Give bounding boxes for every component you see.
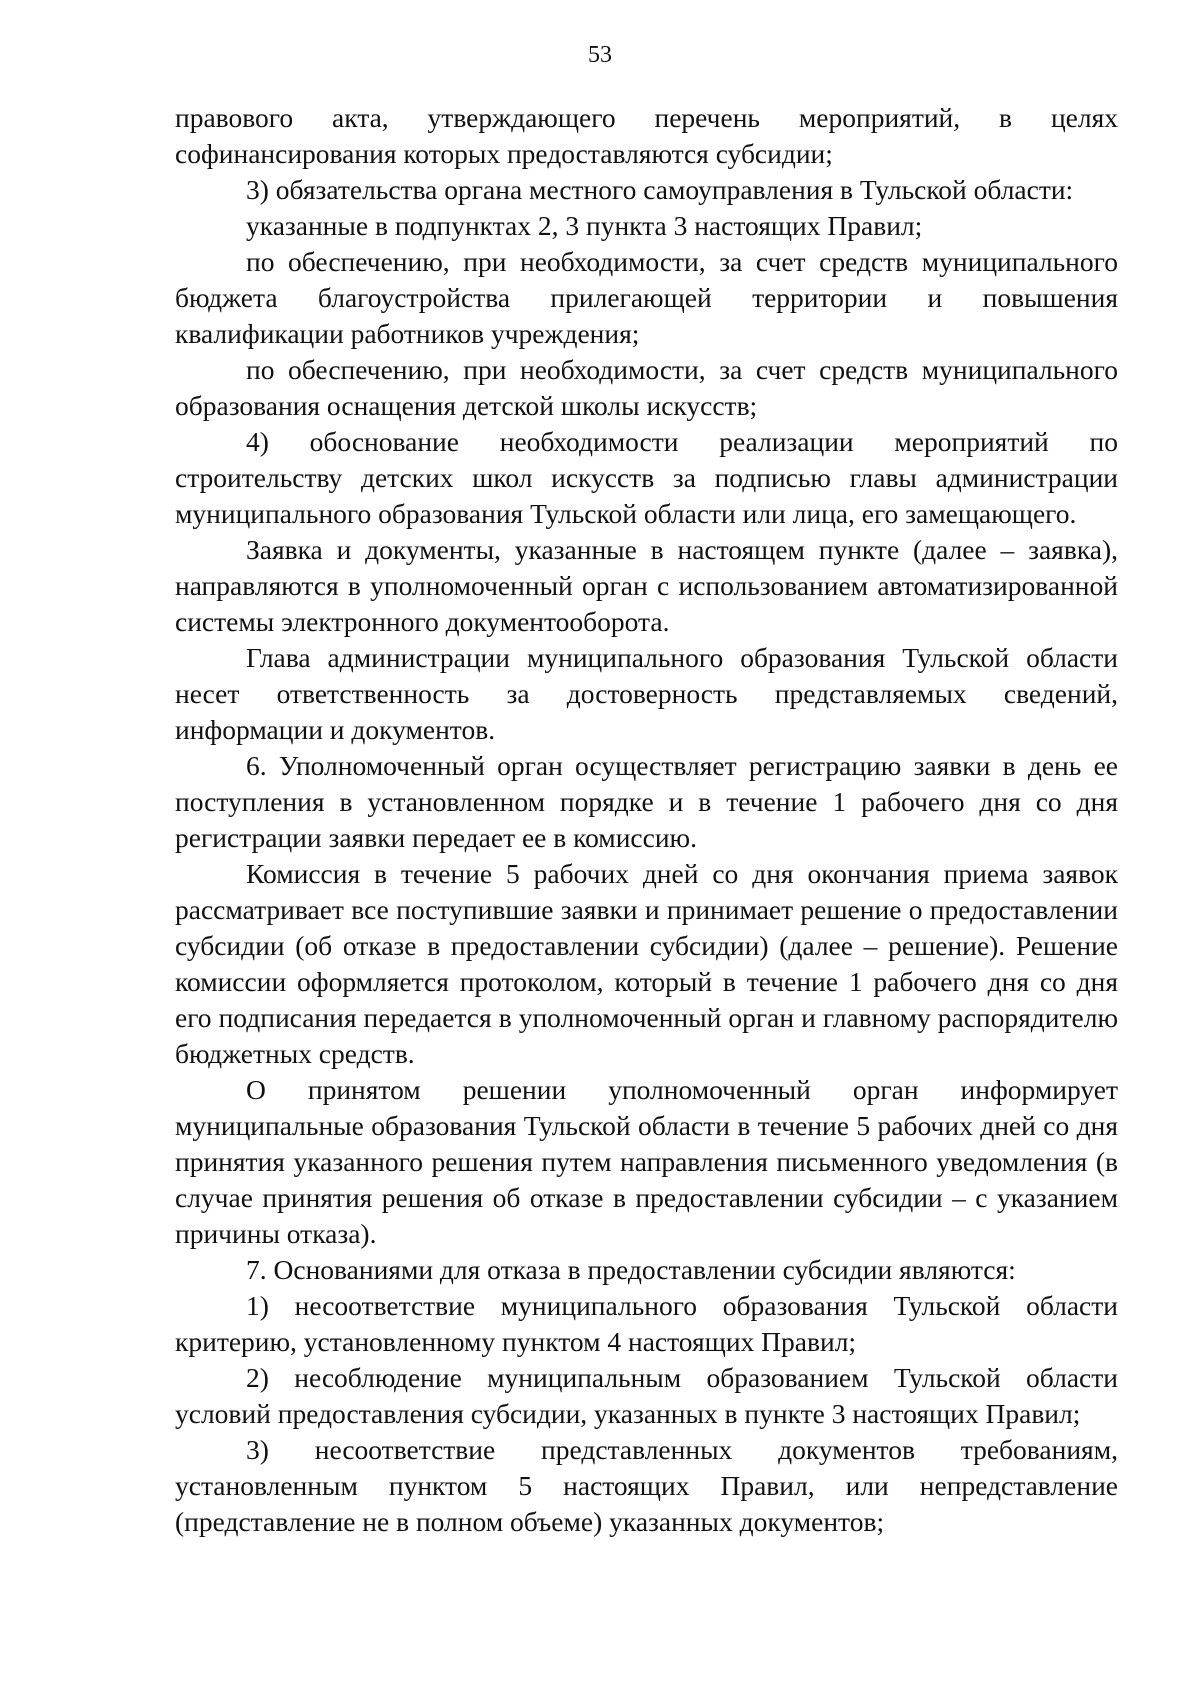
paragraph: указанные в подпунктах 2, 3 пункта 3 настоящих Правил; (246, 210, 923, 241)
page-number: 53 (588, 42, 612, 68)
paragraph-continuation: правового акта, утверждающего перечень мероприятий, в целях софинансирования которых предоставляются субсидии; (175, 102, 1118, 169)
paragraph: Заявка и документы, указанные в настоящем пункте (далее – заявка), направляются в уполномоченный орган с использованием автоматизированной системы электронного документооборота. (175, 534, 1118, 637)
paragraph: по обеспечению, при необходимости, за счет средств муниципального бюджета благоустройства прилегающей территории и повышения квалификации работников учреждения; (175, 246, 1118, 349)
paragraph: 3) обязательства органа местного самоуправления в Тульской области: (246, 174, 1074, 205)
document-body (175, 100, 1118, 1540)
paragraph: по обеспечению, при необходимости, за счет средств муниципального образования оснащения детской школы искусств; (175, 354, 1118, 421)
paragraph: 1) несоответствие муниципального образования Тульской области критерию, установленному пунктом 4 настоящих Правил; (175, 1290, 1118, 1357)
paragraph: Комиссия в течение 5 рабочих дней со дня окончания приема заявок рассматривает все поступившие заявки и принимает решение о предоставлении субсидии (об отказе в предоставлении субсидии) (далее – решение). Решение комиссии оформляется протоколом, который в течение 1 рабочего дня со дня его подписания передается в уполномоченный орган и главному распорядителю бюджетных средств. (175, 858, 1118, 1069)
paragraph: Глава администрации муниципального образования Тульской области несет ответственность за достоверность представляемых сведений, информации и документов. (175, 642, 1118, 745)
paragraph: 2) несоблюдение муниципальным образованием Тульской области условий предоставления субсидии, указанных в пункте 3 настоящих Правил; (175, 1362, 1118, 1429)
paragraph: 4) обоснование необходимости реализации мероприятий по строительству детских школ искусств за подписью главы администрации муниципального образования Тульской области или лица, его замещающего. (175, 426, 1118, 529)
paragraph: 6. Уполномоченный орган осуществляет регистрацию заявки в день ее поступления в установленном порядке и в течение 1 рабочего дня со дня регистрации заявки передает ее в комиссию. (175, 750, 1118, 853)
paragraph: 3) несоответствие представленных документов требованиям, установленным пунктом 5 настоящих Правил, или непредставление (представление не в полном объеме) указанных документов; (175, 1434, 1118, 1537)
paragraph: 7. Основаниями для отказа в предоставлении субсидии являются: (246, 1254, 1016, 1285)
paragraph: О принятом решении уполномоченный орган информирует муниципальные образования Тульской области в течение 5 рабочих дней со дня принятия указанного решения путем направления письменного уведомления (в случае принятия решения об отказе в предоставлении субсидии – с указанием причины отказа). (175, 1074, 1118, 1249)
